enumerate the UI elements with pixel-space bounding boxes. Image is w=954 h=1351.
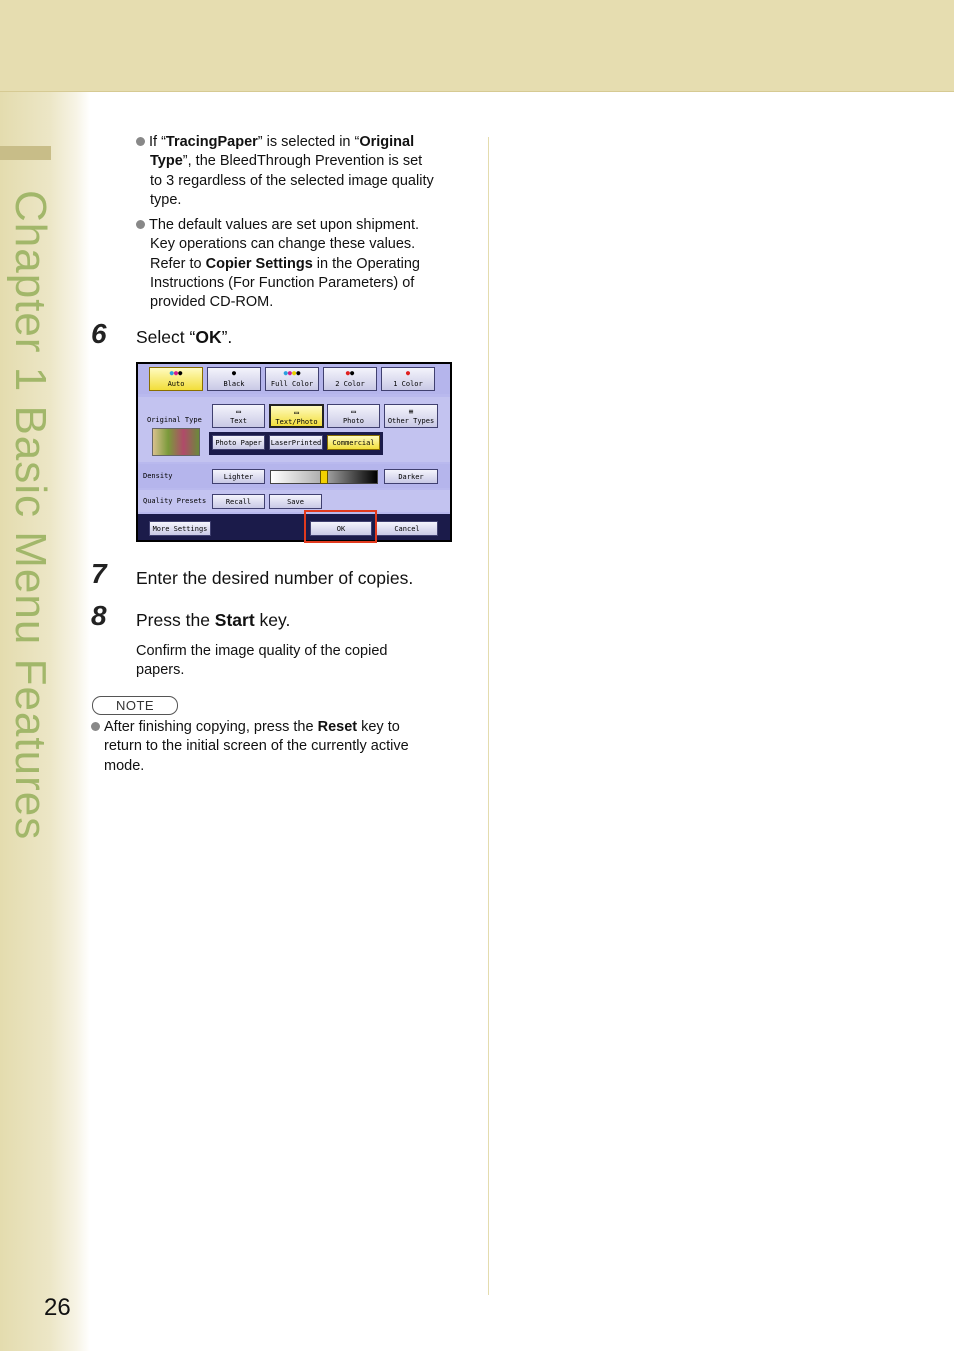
screen-button-label: Text/Photo: [275, 418, 318, 426]
text-icon: ▭: [236, 407, 241, 416]
sub-text-line: Confirm the image quality of the copied: [136, 643, 388, 659]
screen-recall-button: Recall: [212, 494, 265, 509]
red-dot-icon: ●: [405, 369, 411, 377]
step-text-part: Select “: [136, 327, 196, 347]
bullet-dot-icon: [136, 220, 145, 229]
step-text: [136, 610, 290, 631]
bullet-default-values: [136, 216, 466, 312]
header-band: [0, 0, 954, 92]
screen-commercial-button: Commercial: [327, 435, 380, 450]
screen-bottom-row: [138, 514, 450, 540]
screen-photo-paper-button: Photo Paper: [212, 435, 265, 450]
step-text-part: ”.: [221, 327, 233, 347]
bullet-bold: Type: [150, 153, 183, 170]
color-dots-icon: ●●●: [169, 369, 183, 377]
bullet-text: mode.: [104, 757, 145, 774]
bullet-text: The default values are set upon shipment.: [149, 217, 420, 233]
screen-darker-button: Darker: [384, 469, 438, 484]
screen-other-types-button: [384, 404, 438, 428]
screen-cancel-button: Cancel: [376, 521, 438, 536]
screen-text-button: [212, 404, 265, 428]
column-divider: [488, 137, 489, 1295]
density-slider-thumb: [320, 470, 328, 484]
sidebar-tab-marker: [0, 146, 51, 160]
photo-icon: ▭: [351, 407, 356, 416]
bullet-bold: Reset: [317, 719, 358, 735]
list-icon: ≡: [408, 407, 414, 416]
screen-button-label: 1 Color: [393, 380, 423, 388]
screen-1-color-button: [381, 367, 435, 391]
color-dots-icon: ●●●●: [283, 369, 301, 377]
screen-label: Density: [143, 472, 173, 480]
bullet-text: If “: [149, 134, 166, 150]
bullet-text: in the Operating: [312, 255, 420, 272]
text-photo-icon: ▭: [294, 408, 299, 417]
screen-color-row: [138, 364, 450, 394]
bullet-text: return to the initial screen of the currently active: [104, 738, 409, 755]
screen-button-label: Full Color: [270, 380, 314, 388]
bullet-text: ” is selected in “: [257, 134, 360, 150]
screen-label: Original Type: [147, 416, 202, 424]
bullet-text: Instructions (For Function Parameters) of: [150, 274, 415, 291]
screen-auto-button: [149, 367, 203, 391]
screen-button-label: Photo: [342, 417, 365, 425]
bullet-text: provided CD-ROM.: [150, 294, 274, 311]
screen-button-label: Other Types: [387, 417, 435, 425]
screen-photo-button: [327, 404, 380, 428]
step-bold: OK: [195, 327, 222, 347]
screen-quality-presets-row: [138, 490, 450, 512]
note-bullet: [91, 718, 471, 776]
two-dots-icon: ●●: [345, 369, 355, 377]
step-text: Enter the desired number of copies.: [136, 568, 414, 588]
bullet-text: Refer to: [150, 255, 206, 272]
bullet-dot-icon: [136, 137, 145, 146]
bullet-tracingpaper: [136, 133, 466, 210]
bullet-bold: Copier Settings: [205, 255, 313, 272]
step-text-part: Press the: [136, 610, 215, 630]
ok-highlight-frame: [304, 510, 377, 543]
step-text: [136, 327, 232, 348]
copier-screen-panel: [138, 364, 450, 540]
screen-button-label: Text: [230, 417, 247, 425]
screen-original-type-row: [138, 397, 450, 462]
screen-text-photo-button: [269, 404, 324, 428]
bullet-text: Key operations can change these values.: [150, 236, 416, 253]
bullet-text: ”, the BleedThrough Prevention is set: [182, 153, 423, 170]
screen-black-button: [207, 367, 261, 391]
screen-button-label: Black: [223, 380, 245, 388]
step-number: 7: [91, 558, 107, 589]
screen-save-button: Save: [269, 494, 322, 509]
screen-full-color-button: [265, 367, 319, 391]
step-number: 6: [91, 318, 107, 349]
step-number: 8: [91, 600, 107, 631]
sub-text-line: papers.: [136, 662, 185, 679]
screen-button-label: Auto: [167, 380, 185, 388]
bullet-bold: Original: [359, 134, 415, 150]
note-badge: NOTE: [92, 696, 178, 715]
bullet-text: After finishing copying, press the: [104, 719, 318, 735]
step-text-part: key.: [254, 610, 291, 630]
bullet-bold: TracingPaper: [165, 134, 258, 150]
screen-laserprinted-button: LaserPrinted: [269, 435, 323, 450]
screen-label: Quality Presets: [143, 497, 207, 505]
copier-screen-image: [136, 362, 452, 542]
step-sub-text: [136, 642, 387, 681]
bullet-text: to 3 regardless of the selected image quality: [150, 172, 434, 189]
screen-density-row: [138, 464, 450, 488]
bullet-text: type.: [150, 191, 182, 208]
bullet-text: key to: [357, 719, 400, 735]
chapter-title: Chapter 1 Basic Menu Features: [6, 190, 55, 841]
bullet-dot-icon: [91, 722, 100, 731]
page-number: 26: [44, 1294, 71, 1321]
step-bold: Start: [214, 610, 255, 630]
screen-more-settings-button: More Settings: [149, 521, 211, 536]
screen-lighter-button: Lighter: [212, 469, 265, 484]
screen-2-color-button: [323, 367, 377, 391]
screen-ok-button: OK: [310, 521, 372, 536]
black-dot-icon: ●: [231, 369, 237, 377]
original-type-thumbnail: [152, 428, 200, 456]
screen-button-label: 2 Color: [335, 380, 365, 388]
